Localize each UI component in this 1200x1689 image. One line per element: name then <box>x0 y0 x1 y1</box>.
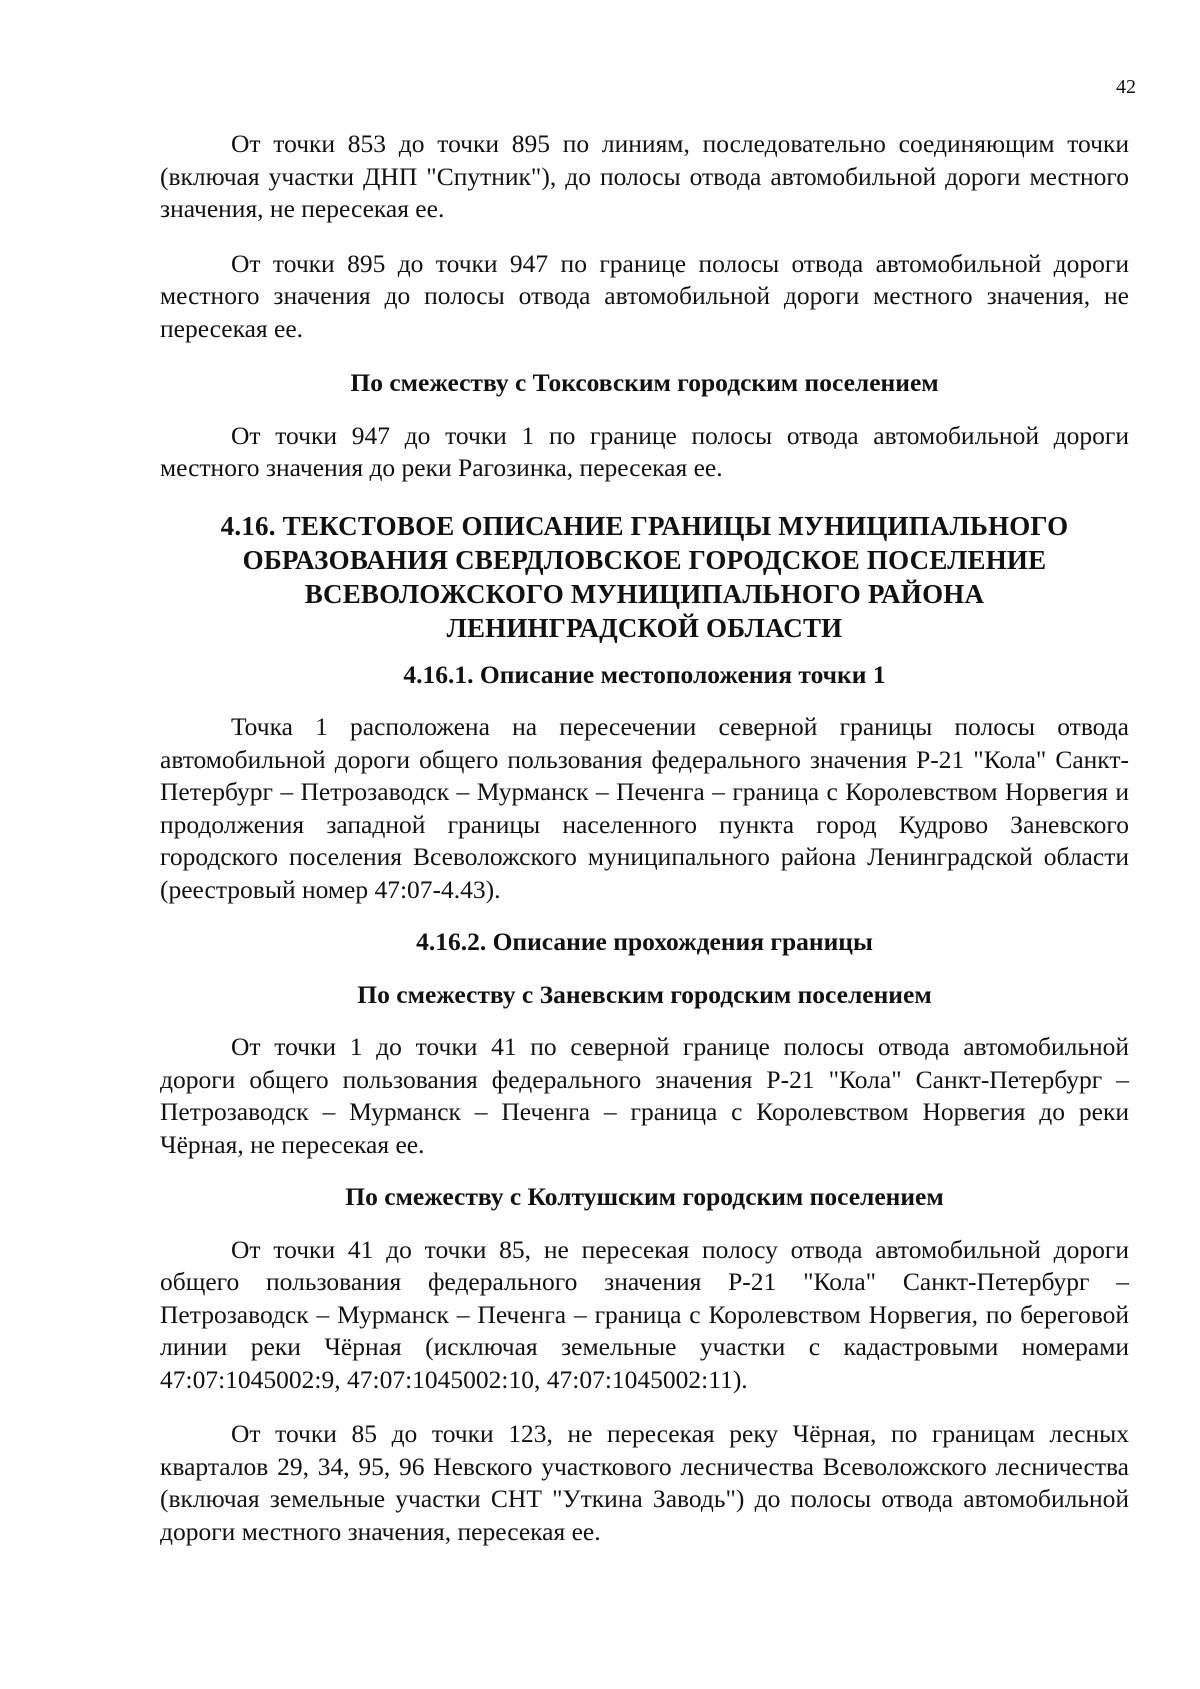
heading-koltushi: По смежеству с Колтушским городским поселением <box>345 1182 944 1211</box>
paragraph-41-85: От точки 41 до точки 85, не пересекая полосу отвода автомобильной дороги общего пользования федерального значения Р-21 "Кола" Санкт-Петербург – Петрозаводск – Мурманск – Печенга – граница с Королевством Норвегия, по береговой линии реки Чёрная (исключая земельные участки с кадастровыми номерами 47:07:1045002:9, 47:07:1045002:10, 47:07:1045002:11). <box>160 1234 1129 1394</box>
heading-4-16-1: 4.16.1. Описание местоположения точки 1 <box>403 659 886 689</box>
section-title-line-1: 4.16. ТЕКСТОВОЕ ОПИСАНИЕ ГРАНИЦЫ МУНИЦИПАЛЬНОГО <box>220 510 1069 541</box>
paragraph-85-123: От точки 85 до точки 123, не пересекая реку Чёрная, по границам лесных кварталов 29, 34, 95, 96 Невского участкового лесничества Всеволожского лесничества (включая земельные участки СНТ "Уткина Заводь") до полосы отвода автомобильной дороги местного значения, пересекая ее. <box>160 1419 1129 1546</box>
page-number: 42 <box>1116 76 1136 98</box>
paragraph-853-895: От точки 853 до точки 895 по линиям, последовательно соединяющим точки (включая участки ДНП "Спутник"), до полосы отвода автомобильной дороги местного значения, не пересекая ее. <box>160 129 1129 223</box>
heading-zanevka: По смежеству с Заневским городским поселением <box>357 979 932 1009</box>
section-title-4-16 <box>160 509 1129 645</box>
paragraph-947-1: От точки 947 до точки 1 по границе полосы отвода автомобильной дороги местного значения до реки Рагозинка, пересекая ее. <box>160 420 1129 482</box>
paragraph-point-1-location: Точка 1 расположена на пересечении северной границы полосы отвода автомобильной дороги общего пользования федерального значения Р-21 "Кола" Санкт-Петербург – Петрозаводск – Мурманск – Печенга – граница с Королевством Норвегия и продолжения западной границы населенного пункта город Кудрово Заневского городского поселения Всеволожского муниципального района Ленинградской области (реестровый номер 47:07-4.43). <box>160 712 1129 904</box>
section-title-line-3: ВСЕВОЛОЖСКОГО МУНИЦИПАЛЬНОГО РАЙОНА <box>304 578 985 609</box>
document-body <box>160 128 1129 1548</box>
paragraph-895-947: От точки 895 до точки 947 по границе полосы отвода автомобильной дороги местного значения до полосы отвода автомобильной дороги местного значения, не пересекая ее. <box>160 248 1129 343</box>
paragraph-1-41: От точки 1 до точки 41 по северной границе полосы отвода автомобильной дороги общего пользования федерального значения Р-21 "Кола" Санкт-Петербург – Петрозаводск – Мурманск – Печенга – граница с Королевством Норвегия до реки Чёрная, не пересекая ее. <box>160 1032 1129 1159</box>
section-title-line-2: ОБРАЗОВАНИЯ СВЕРДЛОВСКОЕ ГОРОДСКОЕ ПОСЕЛЕНИЕ <box>242 544 1047 575</box>
heading-4-16-2: 4.16.2. Описание прохождения границы <box>416 927 873 956</box>
section-title-line-4: ЛЕНИНГРАДСКОЙ ОБЛАСТИ <box>446 612 843 643</box>
heading-toksovo: По смежеству с Токсовским городским поселением <box>350 368 939 397</box>
